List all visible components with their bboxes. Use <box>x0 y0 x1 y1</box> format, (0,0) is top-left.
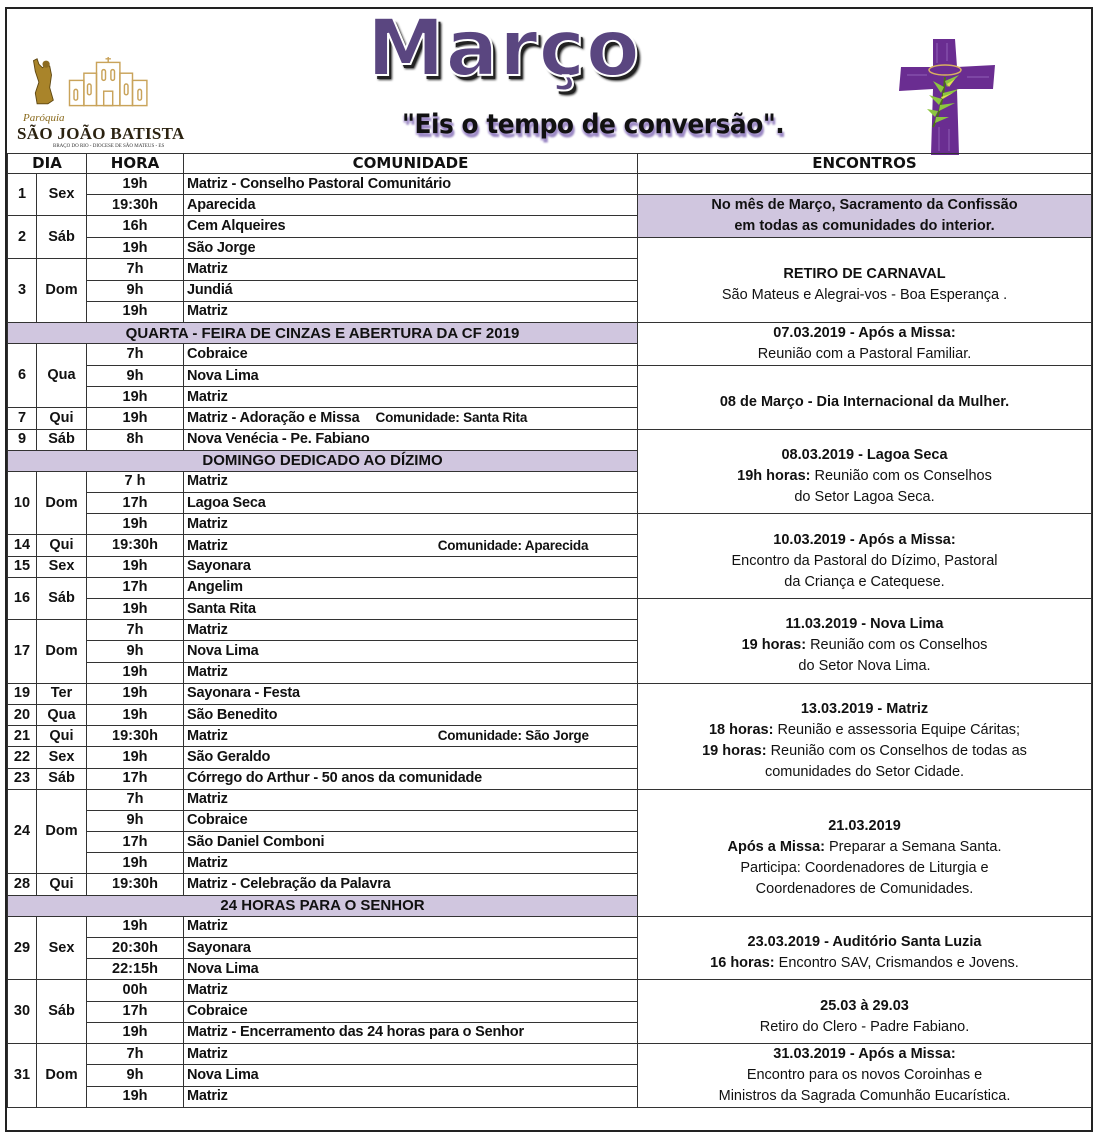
community-cell <box>184 789 638 810</box>
encontro-line-text: Coordenadores de Comunidades. <box>755 880 974 897</box>
weekday: Sex <box>37 174 87 216</box>
encontro-line-bold: 21.03.2019 <box>828 817 901 834</box>
community-note: Comunidade: Aparecida <box>437 537 589 553</box>
encontro-line <box>642 323 1087 344</box>
community-cell <box>184 280 638 301</box>
community-name: Sayonara <box>187 558 251 575</box>
spacer <box>642 806 1087 816</box>
encontro-line-bold: RETIRO DE CARNAVAL <box>783 266 946 283</box>
community-name: Matriz <box>187 473 228 490</box>
encontro-line <box>642 953 1087 974</box>
encontro-line-bold: 19h horas: <box>737 467 815 484</box>
community-name: Nova Lima <box>187 642 259 659</box>
weekday: Qui <box>37 874 87 895</box>
encontro-line <box>642 466 1087 487</box>
community-name: Matriz <box>187 981 228 998</box>
encontro-line <box>642 1017 1087 1038</box>
community-cell <box>184 429 638 450</box>
day-number: 19 <box>8 683 37 704</box>
time-cell: 19h <box>87 1022 184 1043</box>
time-cell: 19h <box>87 599 184 620</box>
time-cell: 19h <box>87 556 184 577</box>
encontro-line-bold: 19 horas: <box>702 743 771 760</box>
community-name: Nova Lima <box>187 960 259 977</box>
encontro-line-text: Reunião com os Conselhos <box>810 637 988 654</box>
day-number: 30 <box>8 980 37 1044</box>
day-number: 9 <box>8 429 37 450</box>
encontro-line-bold: 10.03.2019 - Após a Missa: <box>773 531 956 548</box>
spacer <box>642 254 1087 264</box>
community-cell <box>184 216 638 238</box>
header-hora: HORA <box>87 154 184 174</box>
time-cell: 7h <box>87 259 184 280</box>
community-cell <box>184 556 638 577</box>
community-cell <box>184 959 638 980</box>
weekday: Sex <box>37 556 87 577</box>
encontro-line <box>642 656 1087 677</box>
community-cell <box>184 174 638 195</box>
time-cell: 19h <box>87 662 184 683</box>
section-banner: 24 HORAS PARA O SENHOR <box>8 895 638 916</box>
spacer <box>642 520 1087 530</box>
section-banner: DOMINGO DEDICADO AO DÍZIMO <box>8 450 638 471</box>
table-row <box>8 174 1092 195</box>
community-name: Angelim <box>187 579 243 596</box>
community-name: Sayonara <box>187 939 251 956</box>
encontro-cell <box>638 789 1092 916</box>
encontro-line <box>642 572 1087 593</box>
parish-logo <box>17 57 187 150</box>
community-note: Comunidade: Santa Rita <box>375 410 528 426</box>
day-number: 28 <box>8 874 37 895</box>
encontro-cell <box>638 195 1092 238</box>
encontro-line-bold: 07.03.2019 - Após a Missa: <box>773 324 956 341</box>
time-cell: 19h <box>87 514 184 535</box>
community-cell <box>184 874 638 895</box>
weekday: Qua <box>37 704 87 725</box>
community-cell <box>184 195 638 216</box>
time-cell: 19h <box>87 387 184 408</box>
community-cell <box>184 471 638 492</box>
community-name: Lagoa Seca <box>187 494 266 511</box>
day-number: 31 <box>8 1043 37 1107</box>
community-cell <box>184 344 638 366</box>
time-cell: 7h <box>87 1043 184 1064</box>
encontro-line <box>642 762 1087 783</box>
community-cell <box>184 387 638 408</box>
spacer <box>642 382 1087 392</box>
table-row <box>8 429 1092 450</box>
community-name: Matriz <box>187 621 228 638</box>
time-cell: 7h <box>87 620 184 641</box>
community-cell <box>184 365 638 386</box>
weekday: Qui <box>37 726 87 747</box>
community-name: Matriz - Conselho Pastoral Comunitário <box>187 175 451 192</box>
time-cell: 9h <box>87 641 184 662</box>
community-cell <box>184 662 638 683</box>
encontro-cell <box>638 174 1092 195</box>
encontro-line <box>642 195 1087 216</box>
time-cell: 8h <box>87 429 184 450</box>
table-row <box>8 599 1092 620</box>
encontro-line <box>642 285 1087 306</box>
community-name: São Benedito <box>187 706 278 723</box>
community-name: Matriz <box>187 664 228 681</box>
time-cell: 19h <box>87 301 184 322</box>
time-cell: 19:30h <box>87 535 184 556</box>
day-number: 16 <box>8 577 37 619</box>
encontro-line <box>642 264 1087 285</box>
community-name: Matriz <box>187 388 228 405</box>
encontro-line-text: da Criança e Catequese. <box>784 573 945 590</box>
day-number: 2 <box>8 216 37 259</box>
community-name: Matriz - Celebração da Palavra <box>187 876 391 893</box>
encontro-line-bold: 23.03.2019 - Auditório Santa Luzia <box>747 934 982 951</box>
encontro-line <box>642 1065 1087 1086</box>
community-cell <box>184 1065 638 1086</box>
encontro-line <box>642 530 1087 551</box>
community-name: Nova Venécia - Pe. Fabiano <box>187 431 370 448</box>
encontro-line-text: Reunião com os Conselhos de todas as <box>770 743 1027 760</box>
page-subtitle: "Eis o tempo de conversão". <box>402 109 785 140</box>
table-row <box>8 195 1092 216</box>
encontro-line <box>642 1044 1087 1065</box>
weekday: Sáb <box>37 216 87 259</box>
encontro-line <box>642 392 1087 413</box>
encontro-line <box>642 996 1087 1017</box>
weekday: Dom <box>37 471 87 535</box>
community-name: Cem Alqueires <box>187 218 286 235</box>
time-cell: 19h <box>87 853 184 874</box>
encontro-line <box>642 932 1087 953</box>
community-cell <box>184 259 638 280</box>
day-number: 14 <box>8 535 37 556</box>
community-cell <box>184 938 638 959</box>
community-cell <box>184 1001 638 1022</box>
day-number: 7 <box>8 408 37 429</box>
community-cell <box>184 493 638 514</box>
time-cell: 19h <box>87 1086 184 1107</box>
community-cell <box>184 980 638 1001</box>
day-number: 20 <box>8 704 37 725</box>
encontro-cell <box>638 980 1092 1044</box>
encontro-line <box>642 614 1087 635</box>
spacer <box>642 922 1087 932</box>
weekday: Dom <box>37 789 87 874</box>
community-name: Sayonara - Festa <box>187 685 300 702</box>
logo-parish-location: BRAÇO DO RIO - DIOCESE DE SÃO MATEUS - ES <box>53 144 165 149</box>
encontro-line <box>642 216 1087 237</box>
encontro-line-text: do Setor Nova Lima. <box>798 658 931 675</box>
time-cell: 19h <box>87 238 184 259</box>
community-name: Córrego do Arthur - 50 anos da comunidade <box>187 770 482 787</box>
encontro-line-bold: 18 horas: <box>708 722 778 739</box>
time-cell: 7h <box>87 789 184 810</box>
time-cell: 17h <box>87 832 184 853</box>
encontro-line-text: Retiro do Clero - Padre Fabiano. <box>759 1018 970 1035</box>
time-cell: 19h <box>87 174 184 195</box>
community-cell <box>184 408 638 429</box>
weekday: Sáb <box>37 577 87 619</box>
encontro-line-text: Reunião com a Pastoral Familiar. <box>757 345 972 362</box>
encontro-line <box>642 344 1087 365</box>
time-cell: 17h <box>87 577 184 598</box>
community-cell <box>184 726 638 747</box>
logo-parish-name: SÃO JOÃO BATISTA <box>17 124 185 143</box>
community-name: São Jorge <box>187 239 256 256</box>
day-number: 6 <box>8 344 37 408</box>
community-name: Matriz - Adoração e Missa <box>187 410 360 427</box>
encontro-line-bold: 11.03.2019 - Nova Lima <box>785 616 944 633</box>
community-cell <box>184 704 638 725</box>
time-cell: 22:15h <box>87 959 184 980</box>
saint-john-church-icon <box>17 57 167 111</box>
encontro-cell <box>638 322 1092 365</box>
community-name: Matriz <box>187 260 228 277</box>
day-number: 22 <box>8 747 37 768</box>
community-cell <box>184 577 638 598</box>
community-cell <box>184 1043 638 1064</box>
community-cell <box>184 768 638 789</box>
encontro-line-text: Ministros da Sagrada Comunhão Eucarística. <box>718 1087 1011 1104</box>
day-number: 10 <box>8 471 37 535</box>
time-cell: 19h <box>87 683 184 704</box>
community-name: Matriz <box>187 791 228 808</box>
page-title: Março <box>367 4 641 94</box>
time-cell: 9h <box>87 280 184 301</box>
community-cell <box>184 238 638 259</box>
community-cell <box>184 1086 638 1107</box>
encontro-line-bold: 16 horas: <box>710 955 779 972</box>
encontro-line <box>642 487 1087 508</box>
community-name: Santa Rita <box>187 600 256 617</box>
table-row <box>8 916 1092 937</box>
encontro-line <box>642 699 1087 720</box>
encontro-line-bold: Após a Missa: <box>727 838 830 855</box>
encontro-cell <box>638 683 1092 789</box>
weekday: Ter <box>37 683 87 704</box>
schedule-table <box>7 153 1092 1108</box>
community-name: Jundiá <box>187 282 233 299</box>
encontro-line-bold: 08 de Março - Dia Internacional da Mulher. <box>719 393 1010 410</box>
table-row <box>8 1043 1092 1064</box>
header-comunidade: COMUNIDADE <box>184 154 638 174</box>
time-cell: 20:30h <box>87 938 184 959</box>
weekday: Qui <box>37 535 87 556</box>
community-cell <box>184 683 638 704</box>
community-name: Matriz <box>187 303 228 320</box>
time-cell: 19:30h <box>87 726 184 747</box>
time-cell: 00h <box>87 980 184 1001</box>
community-name: Nova Lima <box>187 1066 259 1083</box>
community-name: Matriz <box>187 537 228 554</box>
community-name: Aparecida <box>187 196 256 213</box>
table-row <box>8 238 1092 259</box>
time-cell: 19:30h <box>87 874 184 895</box>
time-cell: 19h <box>87 747 184 768</box>
time-cell: 19h <box>87 916 184 937</box>
community-name: Cobraice <box>187 1003 248 1020</box>
community-cell <box>184 853 638 874</box>
encontro-line <box>642 816 1087 837</box>
encontro-cell <box>638 916 1092 980</box>
day-number: 1 <box>8 174 37 216</box>
community-note: Comunidade: São Jorge <box>437 728 589 744</box>
table-row <box>8 789 1092 810</box>
encontro-line-text: Participa: Coordenadores de Liturgia e <box>740 859 989 876</box>
encontro-line <box>642 858 1087 879</box>
community-name: Matriz <box>187 728 228 745</box>
day-number: 29 <box>8 916 37 980</box>
encontro-line-bold: 13.03.2019 - Matriz <box>800 701 929 718</box>
weekday: Sex <box>37 747 87 768</box>
day-number: 24 <box>8 789 37 874</box>
time-cell: 17h <box>87 1001 184 1022</box>
encontro-cell <box>638 1043 1092 1107</box>
weekday: Dom <box>37 259 87 323</box>
weekday: Sex <box>37 916 87 980</box>
time-cell: 17h <box>87 493 184 514</box>
encontro-line-bold: 19 horas: <box>741 637 811 654</box>
weekday: Sáb <box>37 768 87 789</box>
community-name: Cobraice <box>187 346 248 363</box>
weekday: Qua <box>37 344 87 408</box>
encontro-cell <box>638 429 1092 514</box>
weekday: Qui <box>37 408 87 429</box>
encontro-line-text: Reunião e assessoria Equipe Cáritas; <box>777 722 1021 739</box>
time-cell: 17h <box>87 768 184 789</box>
encontro-line-text: Preparar a Semana Santa. <box>829 838 1002 855</box>
section-banner: QUARTA - FEIRA DE CINZAS E ABERTURA DA CF 2019 <box>8 322 638 343</box>
encontro-line-bold: No mês de Março, Sacramento da Confissão <box>711 197 1018 214</box>
community-name: Matriz <box>187 854 228 871</box>
time-cell: 16h <box>87 216 184 238</box>
weekday: Dom <box>37 620 87 684</box>
spacer <box>642 689 1087 699</box>
encontro-line-bold: em todas as comunidades do interior. <box>734 218 995 235</box>
community-cell <box>184 620 638 641</box>
encontro-line <box>642 741 1087 762</box>
encontro-line-bold: 08.03.2019 - Lagoa Seca <box>781 446 948 463</box>
encontro-line-text: Encontro SAV, Crismandos e Jovens. <box>778 955 1019 972</box>
community-name: Matriz - Encerramento das 24 horas para o Senhor <box>187 1024 524 1041</box>
time-cell: 7h <box>87 344 184 366</box>
encontro-line-text: comunidades do Setor Cidade. <box>764 764 965 781</box>
community-name: Nova Lima <box>187 367 259 384</box>
weekday: Sáb <box>37 429 87 450</box>
encontro-line-text: Encontro da Pastoral do Dízimo, Pastoral <box>731 552 998 569</box>
time-cell: 9h <box>87 810 184 831</box>
community-cell <box>184 301 638 322</box>
community-name: Cobraice <box>187 812 248 829</box>
community-cell <box>184 832 638 853</box>
community-cell <box>184 1022 638 1043</box>
day-number: 15 <box>8 556 37 577</box>
time-cell: 19:30h <box>87 195 184 216</box>
table-row <box>8 514 1092 535</box>
community-cell <box>184 747 638 768</box>
encontro-line-bold: 25.03 à 29.03 <box>820 997 909 1014</box>
lent-cross-icon <box>897 37 1007 157</box>
encontro-line <box>642 635 1087 656</box>
header-dia: DIA <box>8 154 87 174</box>
encontro-line-text: Reunião com os Conselhos <box>814 467 992 484</box>
day-number: 3 <box>8 259 37 323</box>
encontro-line-text: São Mateus e Alegrai-vos - Boa Esperança . <box>721 287 1008 304</box>
time-cell: 7 h <box>87 471 184 492</box>
encontro-cell <box>638 238 1092 323</box>
community-name: Matriz <box>187 515 228 532</box>
weekday: Dom <box>37 1043 87 1107</box>
day-number: 21 <box>8 726 37 747</box>
spacer <box>642 604 1087 614</box>
encontro-line <box>642 445 1087 466</box>
encontro-cell <box>638 365 1092 429</box>
community-name: São Geraldo <box>187 748 271 765</box>
community-cell <box>184 641 638 662</box>
community-name: Matriz <box>187 918 228 935</box>
time-cell: 19h <box>87 408 184 429</box>
time-cell: 9h <box>87 365 184 386</box>
encontro-cell <box>638 599 1092 684</box>
table-header-row <box>8 154 1092 174</box>
weekday: Sáb <box>37 980 87 1044</box>
day-number: 23 <box>8 768 37 789</box>
encontro-line <box>642 837 1087 858</box>
day-number: 17 <box>8 620 37 684</box>
table-row <box>8 980 1092 1001</box>
encontro-line-bold: 31.03.2019 - Após a Missa: <box>773 1045 956 1062</box>
time-cell: 9h <box>87 1065 184 1086</box>
spacer <box>642 986 1087 996</box>
table-row <box>8 683 1092 704</box>
community-name: Matriz <box>187 1045 228 1062</box>
spacer <box>642 435 1087 445</box>
time-cell: 19h <box>87 704 184 725</box>
community-name: São Daniel Comboni <box>187 833 325 850</box>
community-name: Matriz <box>187 1088 228 1105</box>
community-cell <box>184 810 638 831</box>
encontro-line <box>642 1086 1087 1107</box>
logo-parish-label: Paróquia <box>23 112 65 124</box>
community-cell <box>184 599 638 620</box>
page-header <box>7 4 1091 152</box>
encontro-line-text: do Setor Lagoa Seca. <box>794 488 935 505</box>
section-banner-row <box>8 322 1092 343</box>
encontro-line <box>642 720 1087 741</box>
encontro-cell <box>638 514 1092 599</box>
table-row <box>8 365 1092 386</box>
encontro-line <box>642 551 1087 572</box>
header-encontros: ENCONTROS <box>638 154 1092 174</box>
encontro-line <box>642 879 1087 900</box>
community-cell <box>184 514 638 535</box>
encontro-line-text: Encontro para os novos Coroinhas e <box>746 1066 983 1083</box>
community-cell <box>184 535 638 556</box>
community-cell <box>184 916 638 937</box>
